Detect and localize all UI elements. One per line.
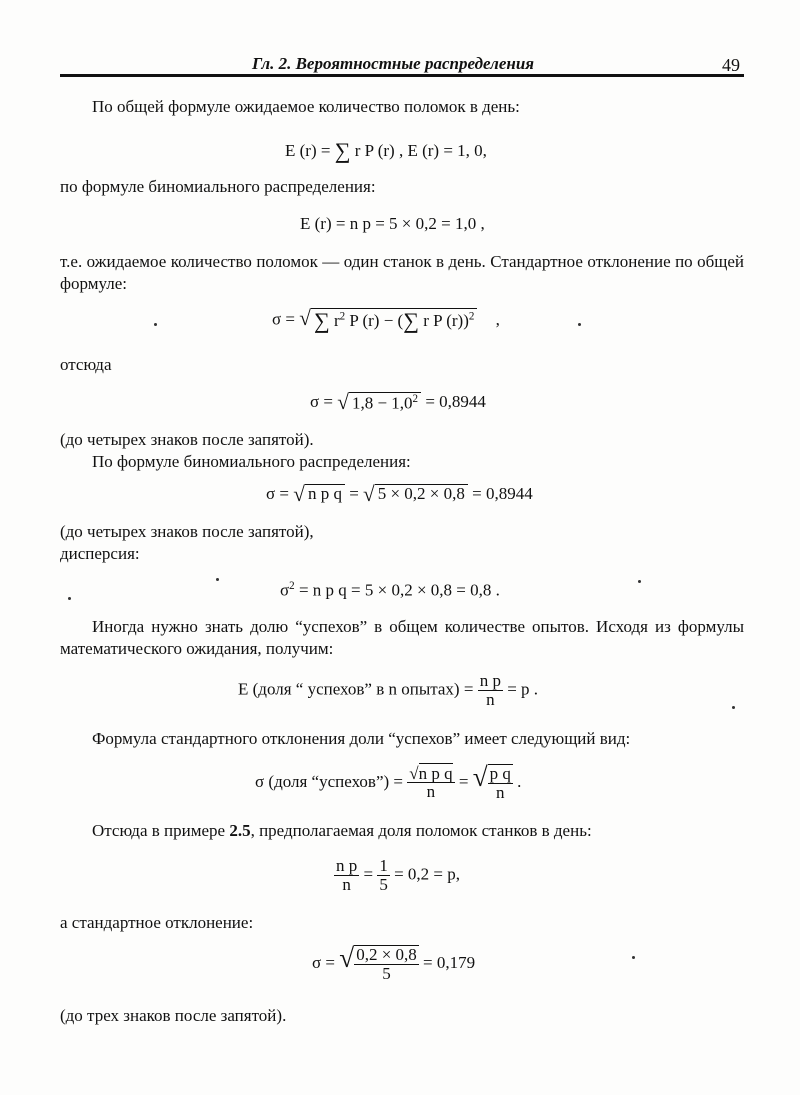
paragraph-12: а стандартное отклонение: xyxy=(60,913,254,932)
equation-share-mean xyxy=(238,672,538,709)
eq10-rhs: = 0,179 xyxy=(418,952,476,972)
eq10-numerator: 0,2 × 0,8 xyxy=(356,945,417,964)
sqrt-symbol: √ xyxy=(299,306,311,330)
scan-speck xyxy=(68,597,71,600)
eq6-rhs: = n p q = 5 × 0,2 × 0,8 = 0,8 . xyxy=(294,580,500,600)
eq10-lhs: σ = xyxy=(312,952,340,972)
eq5-radical-2 xyxy=(363,484,468,505)
paragraph-11 xyxy=(92,820,592,842)
sqrt-symbol: √ xyxy=(363,482,375,507)
equation-std-general xyxy=(272,308,500,333)
eq8-fraction-2 xyxy=(488,765,513,802)
equation-variance xyxy=(280,580,500,601)
paragraph-6: По формуле биномиального распределения: xyxy=(92,452,411,471)
paragraph-5: (до четырех знаков после запятой). xyxy=(60,430,314,449)
sqrt-symbol: √ xyxy=(409,763,419,783)
paragraph-7: (до четырех знаков после запятой), xyxy=(60,522,314,541)
eq5-rhs: = 0,8944 xyxy=(467,484,533,503)
scan-speck xyxy=(578,323,581,326)
eq3-tail: , xyxy=(491,309,500,329)
paragraph-9-text: Иногда нужно знать долю “успехов” в общем количестве опытов. Исходя из формулы математического ожидания, получим: xyxy=(60,617,744,658)
paragraph-13: (до трех знаков после запятой). xyxy=(60,1006,287,1025)
eq4-sup: 2 xyxy=(412,393,419,406)
equation-std-binomial xyxy=(266,484,533,506)
eq9-mid: = xyxy=(359,864,378,884)
sqrt-symbol: √ xyxy=(339,943,355,973)
paragraph-11-before: Отсюда в примере xyxy=(92,821,230,840)
eq8-tail: . xyxy=(512,771,522,791)
eq4-radicand-text: 1,8 − 1,0 xyxy=(351,394,413,414)
page-number: 49 xyxy=(722,55,740,75)
eq8-lhs: σ (доля “успехов”) = xyxy=(255,771,408,791)
paragraph-4: отсюда xyxy=(60,355,112,374)
sqrt-symbol: √ xyxy=(472,762,488,792)
eq7-rhs: = p . xyxy=(502,679,539,699)
sum-symbol: ∑ xyxy=(334,138,351,163)
eq9-numerator-2: 1 xyxy=(379,856,388,875)
eq1-lhs: E (r) = xyxy=(285,141,335,160)
paragraph-2: по формуле биномиального распределения: xyxy=(60,177,376,196)
equation-std-numeric xyxy=(310,392,486,414)
eq7-denominator: n xyxy=(486,689,495,709)
eq3-radical xyxy=(299,308,477,333)
eq4-lhs: σ = xyxy=(310,392,338,411)
equation-share-std-example xyxy=(312,945,475,983)
eq4-radicand xyxy=(349,392,421,413)
eq3-radicand xyxy=(311,308,477,333)
equation-share-example xyxy=(334,857,460,894)
eq6-sup: 2 xyxy=(289,580,295,592)
eq6-lhs: σ xyxy=(280,580,290,600)
eq9-rhs: = 0,2 = p, xyxy=(389,864,461,884)
eq3-part1: r xyxy=(329,311,340,330)
example-number: 2.5 xyxy=(229,821,251,840)
eq5-lhs: σ = xyxy=(266,484,294,503)
eq7-lhs: E (доля “ успехов” в n опытах) = xyxy=(238,679,478,699)
scan-speck xyxy=(638,580,641,583)
eq9-fraction-1 xyxy=(334,857,359,894)
eq10-radicand xyxy=(354,945,419,983)
eq8-fraction-1 xyxy=(407,765,454,802)
eq7-fraction xyxy=(478,672,503,709)
eq9-fraction-2 xyxy=(377,857,390,894)
eq9-denominator-1: n xyxy=(342,874,351,894)
sqrt-symbol: √ xyxy=(337,390,349,415)
eq5-radicand-2: 5 × 0,2 × 0,8 xyxy=(375,484,468,504)
eq3-part3: r P (r)) xyxy=(418,311,469,330)
paragraph-3: т.е. ожидаемое количество поломок — один станок в день. Стандартное отклонение по общей формуле: xyxy=(60,252,744,293)
eq3-sup1: 2 xyxy=(339,310,346,323)
header-rule xyxy=(60,74,744,77)
eq8-radicand-1: n p q xyxy=(418,763,453,783)
sum-symbol: ∑ xyxy=(403,308,419,333)
eq8-denominator-1: n xyxy=(426,782,436,802)
eq10-fraction xyxy=(354,946,419,983)
paragraph-1: По общей формуле ожидаемое количество поломок в день: xyxy=(92,97,520,116)
eq8-radical-2 xyxy=(473,764,513,802)
eq3-lhs: σ = xyxy=(272,309,300,329)
eq8-numerator-2: p q xyxy=(489,764,511,783)
eq4-rhs: = 0,8944 xyxy=(421,392,486,411)
eq10-radical xyxy=(339,945,419,983)
eq1-rest: r P (r) , E (r) = 1, 0, xyxy=(350,141,487,160)
scan-speck xyxy=(632,956,635,959)
eq8-numerator-1 xyxy=(407,765,454,784)
sum-symbol: ∑ xyxy=(313,308,330,333)
eq5-radical-1 xyxy=(293,484,345,505)
eq3-part2: P (r) − ( xyxy=(345,311,404,330)
scan-speck xyxy=(732,706,735,709)
paragraph-11-after: , предполагаемая доля поломок станков в день: xyxy=(250,821,592,840)
sqrt-symbol: √ xyxy=(293,482,305,507)
scan-speck xyxy=(216,578,219,581)
paragraph-8: дисперсия: xyxy=(60,544,140,563)
equation-expected-breakdowns xyxy=(285,138,487,164)
paragraph-9 xyxy=(60,616,744,660)
equation-binomial-mean: E (r) = n p = 5 × 0,2 = 1,0 , xyxy=(300,214,485,233)
eq5-mid: = xyxy=(344,484,364,503)
eq9-numerator-1: n p xyxy=(336,856,358,875)
eq3-sup2: 2 xyxy=(468,310,475,323)
eq7-numerator: n p xyxy=(479,671,501,690)
eq8-radicand-2 xyxy=(488,764,513,802)
scan-speck xyxy=(154,323,157,326)
running-header-title: Гл. 2. Вероятностные распределения xyxy=(252,54,535,73)
eq5-radicand-1: n p q xyxy=(305,484,345,504)
eq8-mid: = xyxy=(454,771,473,791)
eq8-denominator-2: n xyxy=(495,782,505,802)
eq4-radical xyxy=(337,392,421,413)
paragraph-10: Формула стандартного отклонения доли “успехов” имеет следующий вид: xyxy=(92,729,631,748)
eq10-denominator: 5 xyxy=(382,963,391,983)
equation-share-std xyxy=(255,764,521,802)
eq9-denominator-2: 5 xyxy=(379,874,388,894)
